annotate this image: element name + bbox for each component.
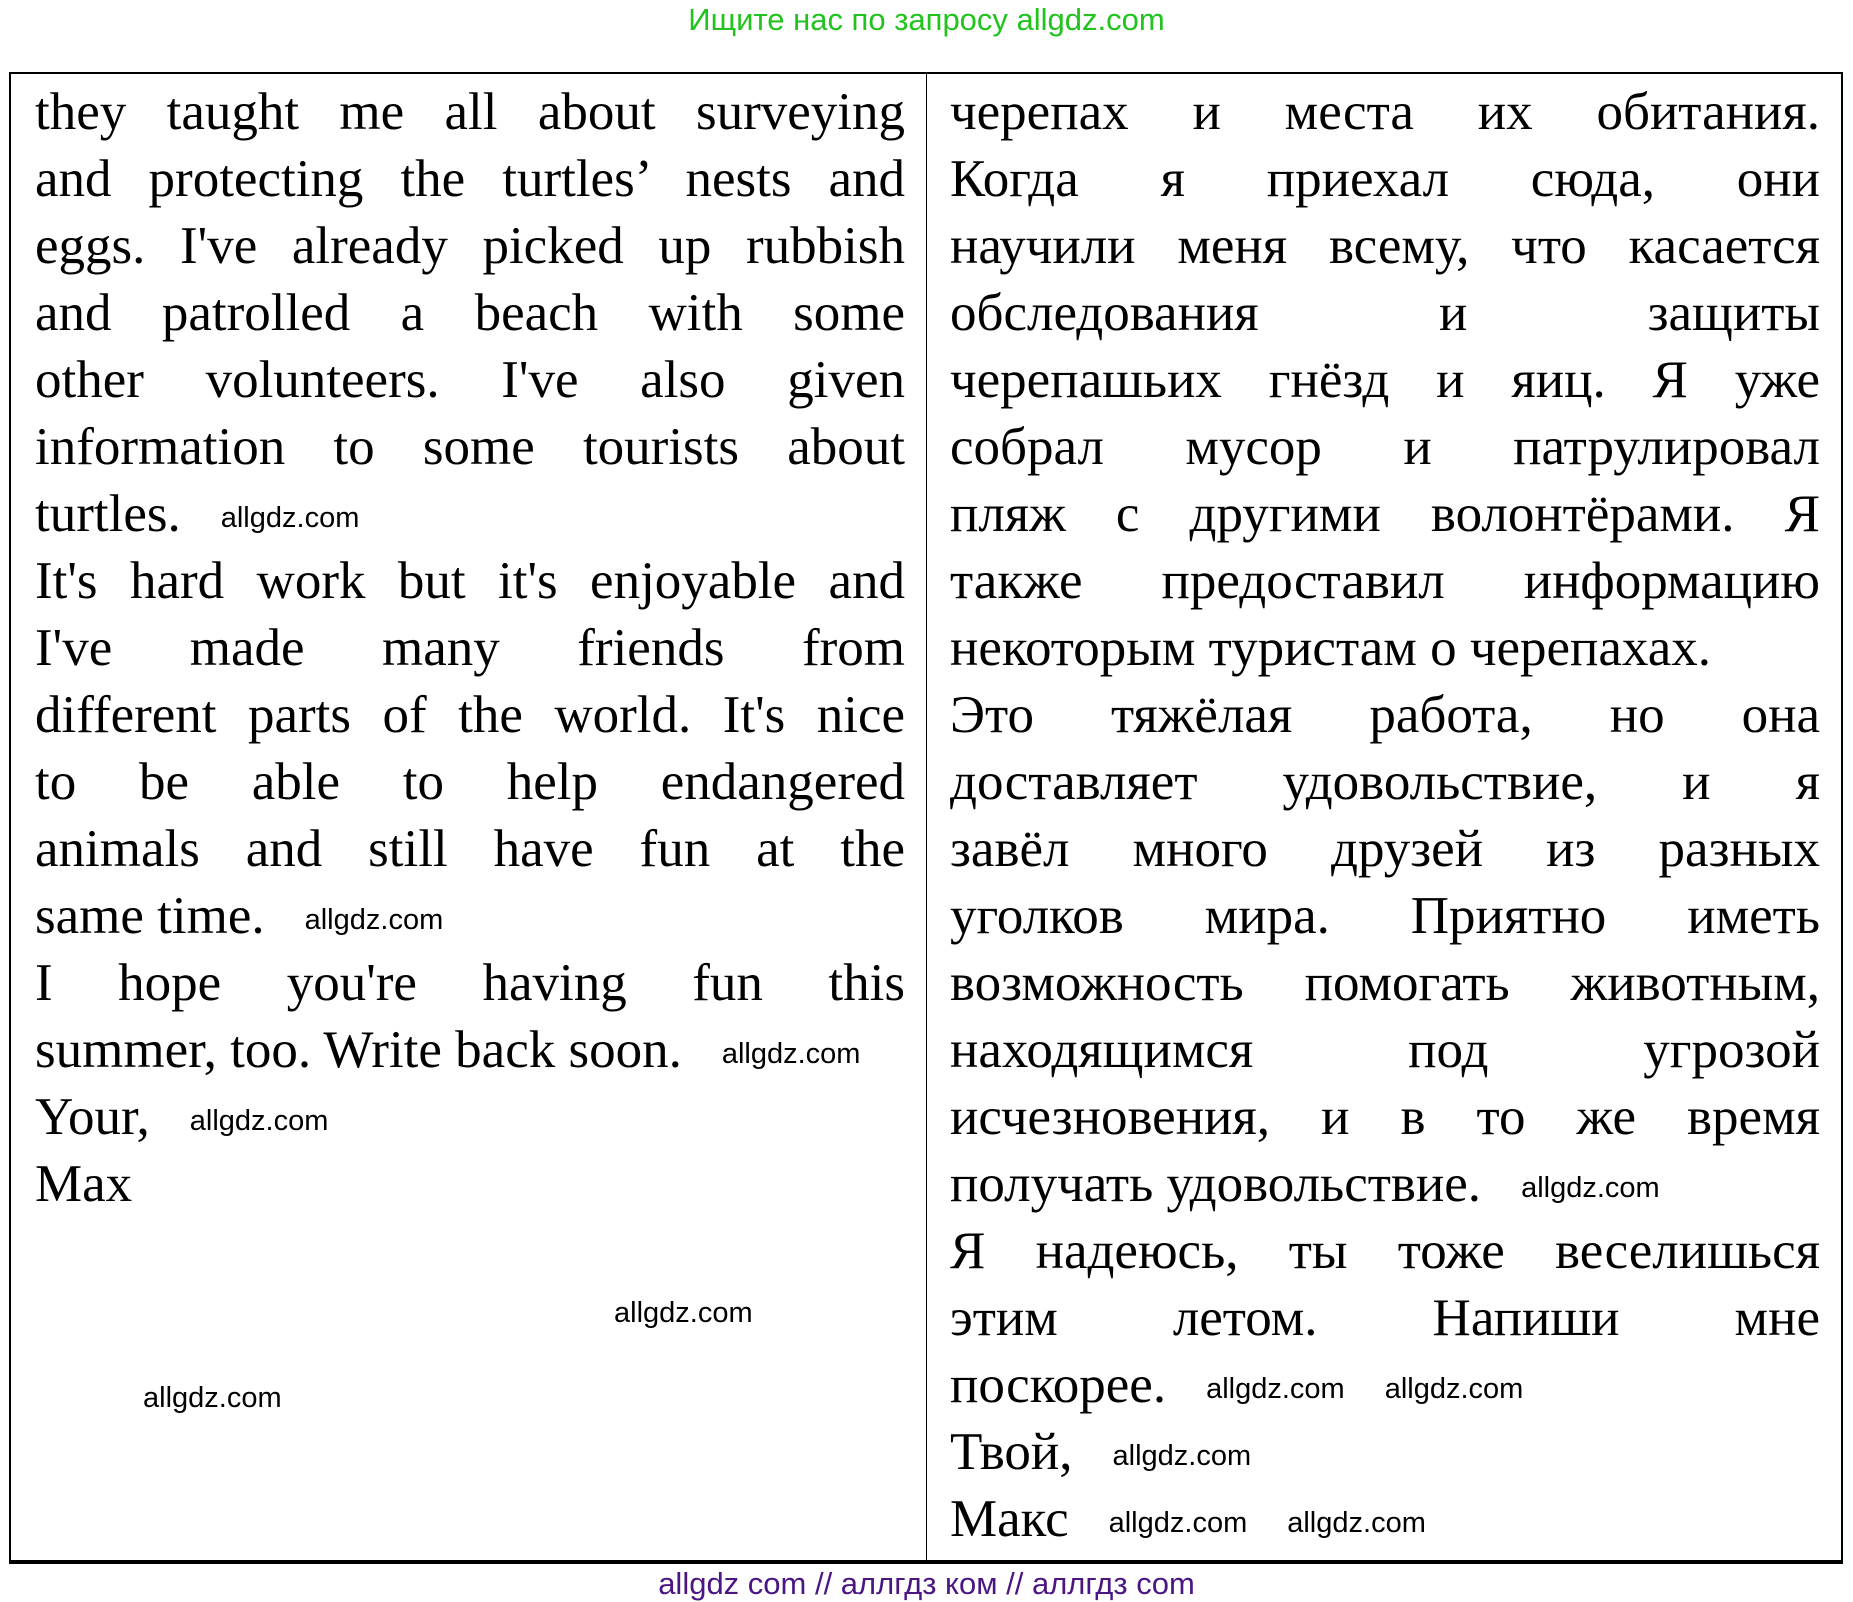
text-line-content: I hope you're having fun this [35,954,905,1012]
text-line [35,682,905,749]
text-line [950,1486,1820,1553]
text-line [950,816,1820,883]
text-line-content: different parts of the world. It's nice [35,686,905,744]
text-line [35,79,905,146]
text-line-content: turtles. [35,485,181,543]
watermark: allgdz.com [1384,1373,1524,1406]
text-line [950,347,1820,414]
text-line [950,548,1820,615]
text-line [35,213,905,280]
text-line [950,682,1820,749]
text-line-content: Когда я приехал сюда, они [950,150,1820,208]
text-line-content: доставляет удовольствие, и я [950,753,1820,811]
text-line [950,1017,1820,1084]
text-line-content: некоторым туристам о черепахах. [950,619,1711,677]
watermark: allgdz.com [1108,1507,1248,1540]
search-hint-banner: Ищите нас по запросу allgdz.com [688,2,1165,37]
text-line [950,146,1820,213]
text-line [950,280,1820,347]
text-line [950,615,1820,682]
text-line [35,816,905,883]
text-line-content: пляж с другими волонтёрами. Я [950,485,1820,543]
text-line-content: Max [35,1155,133,1213]
text-line-content: получать удовольствие. [950,1155,1482,1213]
column-divider [926,74,927,1560]
text-line [35,749,905,816]
text-line-content: Твой, [950,1423,1073,1481]
text-line [950,79,1820,146]
text-line [950,1151,1820,1218]
text-line-content: Это тяжёлая работа, но она [950,686,1820,744]
text-line [35,883,905,950]
text-line [950,414,1820,481]
text-line-content: eggs. I've already picked up rubbish [35,217,905,275]
text-line-content: they taught me all about surveying [35,83,905,141]
text-line-content: Макс [950,1490,1069,1548]
text-line [950,883,1820,950]
text-line [35,347,905,414]
text-line-content: information to some tourists about [35,418,905,476]
text-line-content: other volunteers. I've also given [35,351,905,409]
english-column [35,79,905,1218]
watermark: allgdz.com [614,1297,753,1329]
watermark: allgdz.com [143,1382,282,1414]
text-line [35,1084,905,1151]
text-line [35,1151,905,1218]
text-line [950,1285,1820,1352]
text-line [35,280,905,347]
text-line [35,548,905,615]
text-line [35,481,905,548]
text-line-content: обследования и защиты [950,284,1820,342]
text-line [950,1352,1820,1419]
text-line-content: Your, [35,1088,150,1146]
text-line [950,1419,1820,1486]
text-line [950,213,1820,280]
text-line [950,481,1820,548]
text-line-content: It's hard work but it's enjoyable and [35,552,905,610]
watermark: allgdz.com [189,1105,329,1138]
text-line-content: поскорее. [950,1356,1167,1414]
watermark: allgdz.com [304,904,444,937]
watermark: allgdz.com [721,1038,861,1071]
text-line-content: возможность помогать животным, [950,954,1820,1012]
text-line [950,1218,1820,1285]
text-line [950,1084,1820,1151]
bilingual-letter-table [9,72,1843,1564]
text-line-content: уголков мира. Приятно иметь [950,887,1820,945]
watermark: allgdz.com [1521,1172,1660,1205]
text-line [35,146,905,213]
watermark: allgdz.com [1206,1373,1345,1406]
watermark: allgdz.com [220,502,360,535]
text-line [35,414,905,481]
text-line-content: также предоставил информацию [950,552,1820,610]
watermark: allgdz.com [1287,1507,1426,1540]
text-line-content: завёл много друзей из разных [950,820,1820,878]
text-line-content: animals and still have fun at the [35,820,905,878]
text-line-content: этим летом. Напиши мне [950,1289,1820,1347]
text-line [35,615,905,682]
text-line-content: same time. [35,887,265,945]
footer-links: allgdz com // аллгдз ком // аллгдз com [658,1566,1195,1601]
text-line [950,950,1820,1017]
text-line-content: черепашьих гнёзд и яиц. Я уже [950,351,1820,409]
text-line-content: научили меня всему, что касается [950,217,1820,275]
text-line-content: находящимся под угрозой [950,1021,1820,1079]
watermark: allgdz.com [1112,1440,1252,1473]
text-line [35,1017,905,1084]
text-line-content: and protecting the turtles’ nests and [35,150,905,208]
text-line-content: I've made many friends from [35,619,905,677]
text-line-content: черепах и места их обитания. [950,83,1820,141]
text-line-content: собрал мусор и патрулировал [950,418,1820,476]
text-line-content: to be able to help endangered [35,753,905,811]
text-line-content: исчезновения, и в то же время [950,1088,1820,1146]
text-line-content: summer, too. Write back soon. [35,1021,682,1079]
text-line-content: Я надеюсь, ты тоже веселишься [950,1222,1820,1280]
text-line [950,749,1820,816]
text-line-content: and patrolled a beach with some [35,284,905,342]
russian-column [950,79,1820,1553]
text-line [35,950,905,1017]
